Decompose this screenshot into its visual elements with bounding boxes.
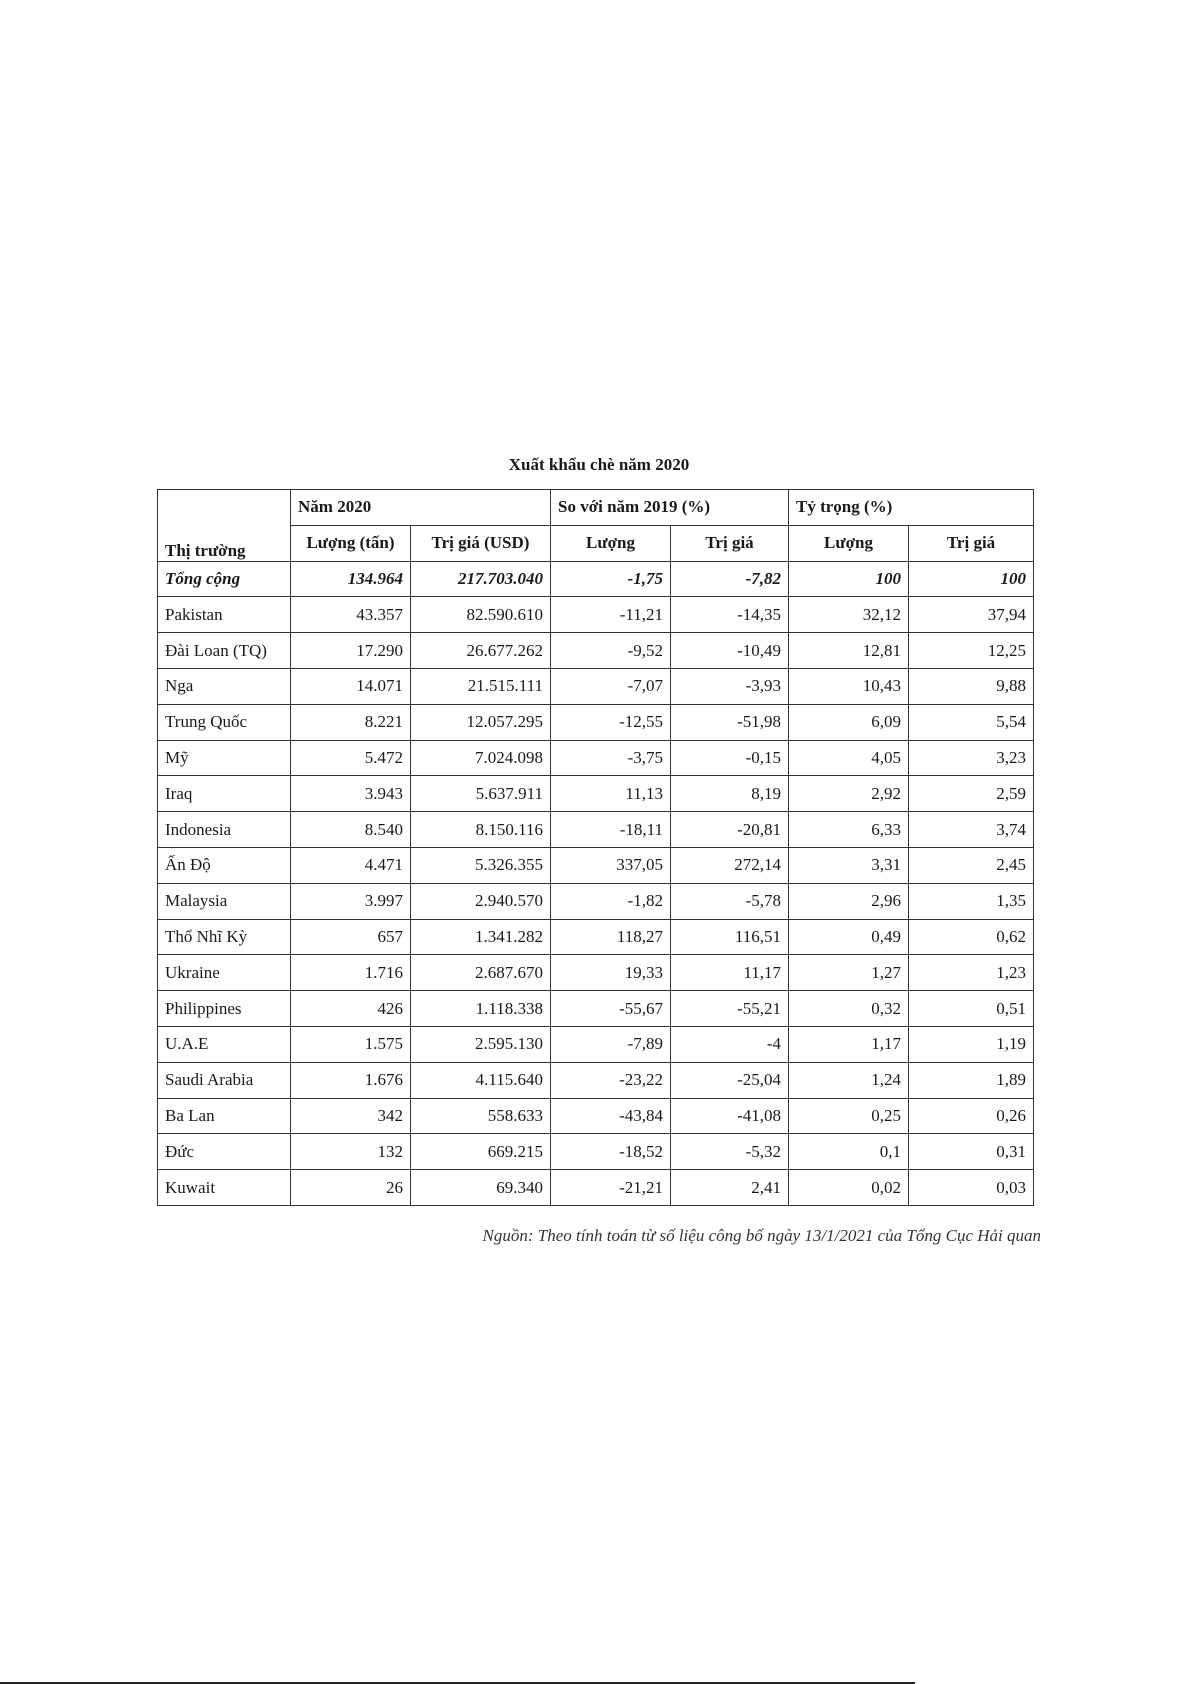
cell-chg-value: 272,14 xyxy=(671,847,789,883)
cell-qty: 5.472 xyxy=(291,740,411,776)
cell-qty: 134.964 xyxy=(291,561,411,597)
cell-market: Malaysia xyxy=(158,883,291,919)
cell-share-qty: 0,25 xyxy=(789,1098,909,1134)
cell-chg-qty: -1,82 xyxy=(551,883,671,919)
cell-share-qty: 1,17 xyxy=(789,1026,909,1062)
cell-value: 5.326.355 xyxy=(411,847,551,883)
header-chg-value: Trị giá xyxy=(671,525,789,561)
cell-market: U.A.E xyxy=(158,1026,291,1062)
cell-chg-value: -4 xyxy=(671,1026,789,1062)
cell-share-value: 0,26 xyxy=(909,1098,1034,1134)
cell-chg-value: -51,98 xyxy=(671,704,789,740)
cell-share-qty: 10,43 xyxy=(789,668,909,704)
header-group-2020: Năm 2020 xyxy=(291,490,551,526)
cell-chg-qty: 19,33 xyxy=(551,955,671,991)
cell-value: 558.633 xyxy=(411,1098,551,1134)
cell-value: 2.595.130 xyxy=(411,1026,551,1062)
cell-chg-qty: -21,21 xyxy=(551,1170,671,1206)
cell-value: 217.703.040 xyxy=(411,561,551,597)
table-row xyxy=(158,1062,1034,1098)
source-note: Nguồn: Theo tính toán từ số liệu công bố ngày 13/1/2021 của Tổng Cục Hải quan xyxy=(482,1226,1041,1245)
cell-market: Ấn Độ xyxy=(158,847,291,883)
cell-qty: 4.471 xyxy=(291,847,411,883)
header-group-share: Tỷ trọng (%) xyxy=(789,490,1034,526)
header-qty: Lượng (tấn) xyxy=(291,525,411,561)
cell-share-value: 100 xyxy=(909,561,1034,597)
cell-chg-qty: 337,05 xyxy=(551,847,671,883)
cell-share-qty: 3,31 xyxy=(789,847,909,883)
table-title: Xuất khẩu chè năm 2020 xyxy=(508,455,690,474)
cell-chg-value: -41,08 xyxy=(671,1098,789,1134)
cell-qty: 8.221 xyxy=(291,704,411,740)
cell-share-value: 0,31 xyxy=(909,1134,1034,1170)
cell-chg-value: 8,19 xyxy=(671,776,789,812)
cell-qty: 1.716 xyxy=(291,955,411,991)
table-row xyxy=(158,812,1034,848)
cell-value: 82.590.610 xyxy=(411,597,551,633)
header-group-compare: So với năm 2019 (%) xyxy=(551,490,789,526)
cell-chg-value: -5,78 xyxy=(671,883,789,919)
cell-market: Indonesia xyxy=(158,812,291,848)
cell-share-qty: 2,92 xyxy=(789,776,909,812)
cell-value: 7.024.098 xyxy=(411,740,551,776)
cell-chg-value: 11,17 xyxy=(671,955,789,991)
cell-share-qty: 6,33 xyxy=(789,812,909,848)
table-body xyxy=(158,561,1034,1205)
cell-share-qty: 0,02 xyxy=(789,1170,909,1206)
cell-value: 4.115.640 xyxy=(411,1062,551,1098)
cell-chg-qty: -7,07 xyxy=(551,668,671,704)
cell-share-value: 2,45 xyxy=(909,847,1034,883)
cell-share-value: 1,35 xyxy=(909,883,1034,919)
cell-qty: 657 xyxy=(291,919,411,955)
table-row xyxy=(158,847,1034,883)
cell-qty: 342 xyxy=(291,1098,411,1134)
table-row xyxy=(158,955,1034,991)
cell-value: 1.118.338 xyxy=(411,991,551,1027)
cell-market: Iraq xyxy=(158,776,291,812)
table-row xyxy=(158,740,1034,776)
table-row xyxy=(158,1170,1034,1206)
table-row xyxy=(158,668,1034,704)
cell-chg-qty: -1,75 xyxy=(551,561,671,597)
cell-chg-value: -10,49 xyxy=(671,633,789,669)
table-row xyxy=(158,883,1034,919)
cell-chg-qty: -23,22 xyxy=(551,1062,671,1098)
cell-chg-qty: -18,52 xyxy=(551,1134,671,1170)
cell-share-qty: 4,05 xyxy=(789,740,909,776)
cell-chg-qty: -3,75 xyxy=(551,740,671,776)
cell-value: 2.940.570 xyxy=(411,883,551,919)
cell-value: 26.677.262 xyxy=(411,633,551,669)
cell-share-value: 0,62 xyxy=(909,919,1034,955)
cell-market: Ukraine xyxy=(158,955,291,991)
cell-market: Ba Lan xyxy=(158,1098,291,1134)
total-row xyxy=(158,561,1034,597)
cell-chg-qty: -55,67 xyxy=(551,991,671,1027)
cell-chg-qty: -11,21 xyxy=(551,597,671,633)
cell-chg-value: -3,93 xyxy=(671,668,789,704)
cell-chg-value: -20,81 xyxy=(671,812,789,848)
cell-market: Philippines xyxy=(158,991,291,1027)
cell-share-value: 0,51 xyxy=(909,991,1034,1027)
cell-qty: 3.943 xyxy=(291,776,411,812)
table-row xyxy=(158,704,1034,740)
cell-chg-value: -7,82 xyxy=(671,561,789,597)
header-market: Thị trường xyxy=(158,490,291,562)
cell-chg-value: -25,04 xyxy=(671,1062,789,1098)
cell-share-qty: 0,32 xyxy=(789,991,909,1027)
cell-market: Trung Quốc xyxy=(158,704,291,740)
header-share-qty: Lượng xyxy=(789,525,909,561)
table-row xyxy=(158,1026,1034,1062)
cell-share-value: 0,03 xyxy=(909,1170,1034,1206)
cell-qty: 1.676 xyxy=(291,1062,411,1098)
header-row-groups xyxy=(158,490,1034,526)
cell-chg-qty: -18,11 xyxy=(551,812,671,848)
cell-chg-value: -14,35 xyxy=(671,597,789,633)
export-table xyxy=(157,489,1034,1206)
table-row xyxy=(158,597,1034,633)
cell-value: 8.150.116 xyxy=(411,812,551,848)
cell-chg-qty: -43,84 xyxy=(551,1098,671,1134)
cell-chg-qty: -7,89 xyxy=(551,1026,671,1062)
cell-market: Nga xyxy=(158,668,291,704)
cell-share-value: 3,23 xyxy=(909,740,1034,776)
cell-share-value: 2,59 xyxy=(909,776,1034,812)
cell-qty: 8.540 xyxy=(291,812,411,848)
cell-chg-qty: -12,55 xyxy=(551,704,671,740)
cell-market: Thổ Nhĩ Kỳ xyxy=(158,919,291,955)
cell-share-qty: 12,81 xyxy=(789,633,909,669)
cell-share-value: 37,94 xyxy=(909,597,1034,633)
cell-share-qty: 0,49 xyxy=(789,919,909,955)
cell-value: 69.340 xyxy=(411,1170,551,1206)
header-value: Trị giá (USD) xyxy=(411,525,551,561)
table-row xyxy=(158,919,1034,955)
cell-qty: 1.575 xyxy=(291,1026,411,1062)
cell-market: Kuwait xyxy=(158,1170,291,1206)
cell-market: Đài Loan (TQ) xyxy=(158,633,291,669)
table-row xyxy=(158,991,1034,1027)
header-chg-qty: Lượng xyxy=(551,525,671,561)
cell-chg-value: -5,32 xyxy=(671,1134,789,1170)
cell-market: Tổng cộng xyxy=(158,561,291,597)
cell-chg-value: -0,15 xyxy=(671,740,789,776)
cell-share-qty: 1,27 xyxy=(789,955,909,991)
cell-share-qty: 32,12 xyxy=(789,597,909,633)
cell-chg-qty: 11,13 xyxy=(551,776,671,812)
cell-qty: 14.071 xyxy=(291,668,411,704)
cell-share-value: 3,74 xyxy=(909,812,1034,848)
cell-value: 1.341.282 xyxy=(411,919,551,955)
cell-qty: 26 xyxy=(291,1170,411,1206)
table-row xyxy=(158,776,1034,812)
cell-value: 12.057.295 xyxy=(411,704,551,740)
table-figure xyxy=(157,444,1041,1252)
cell-share-value: 5,54 xyxy=(909,704,1034,740)
table-row xyxy=(158,633,1034,669)
header-share-value: Trị giá xyxy=(909,525,1034,561)
cell-share-value: 9,88 xyxy=(909,668,1034,704)
cell-chg-value: 116,51 xyxy=(671,919,789,955)
cell-value: 2.687.670 xyxy=(411,955,551,991)
cell-share-qty: 6,09 xyxy=(789,704,909,740)
cell-share-value: 1,19 xyxy=(909,1026,1034,1062)
cell-chg-value: -55,21 xyxy=(671,991,789,1027)
cell-value: 21.515.111 xyxy=(411,668,551,704)
cell-qty: 426 xyxy=(291,991,411,1027)
table-row xyxy=(158,1134,1034,1170)
cell-share-value: 1,89 xyxy=(909,1062,1034,1098)
cell-chg-value: 2,41 xyxy=(671,1170,789,1206)
cell-market: Saudi Arabia xyxy=(158,1062,291,1098)
cell-qty: 17.290 xyxy=(291,633,411,669)
cell-share-qty: 2,96 xyxy=(789,883,909,919)
cell-qty: 43.357 xyxy=(291,597,411,633)
cell-qty: 132 xyxy=(291,1134,411,1170)
cell-market: Pakistan xyxy=(158,597,291,633)
cell-qty: 3.997 xyxy=(291,883,411,919)
cell-share-qty: 0,1 xyxy=(789,1134,909,1170)
cell-share-value: 1,23 xyxy=(909,955,1034,991)
cell-value: 669.215 xyxy=(411,1134,551,1170)
cell-share-qty: 100 xyxy=(789,561,909,597)
cell-chg-qty: -9,52 xyxy=(551,633,671,669)
table-row xyxy=(158,1098,1034,1134)
cell-share-qty: 1,24 xyxy=(789,1062,909,1098)
cell-share-value: 12,25 xyxy=(909,633,1034,669)
cell-market: Đức xyxy=(158,1134,291,1170)
cell-chg-qty: 118,27 xyxy=(551,919,671,955)
cell-value: 5.637.911 xyxy=(411,776,551,812)
cell-market: Mỹ xyxy=(158,740,291,776)
